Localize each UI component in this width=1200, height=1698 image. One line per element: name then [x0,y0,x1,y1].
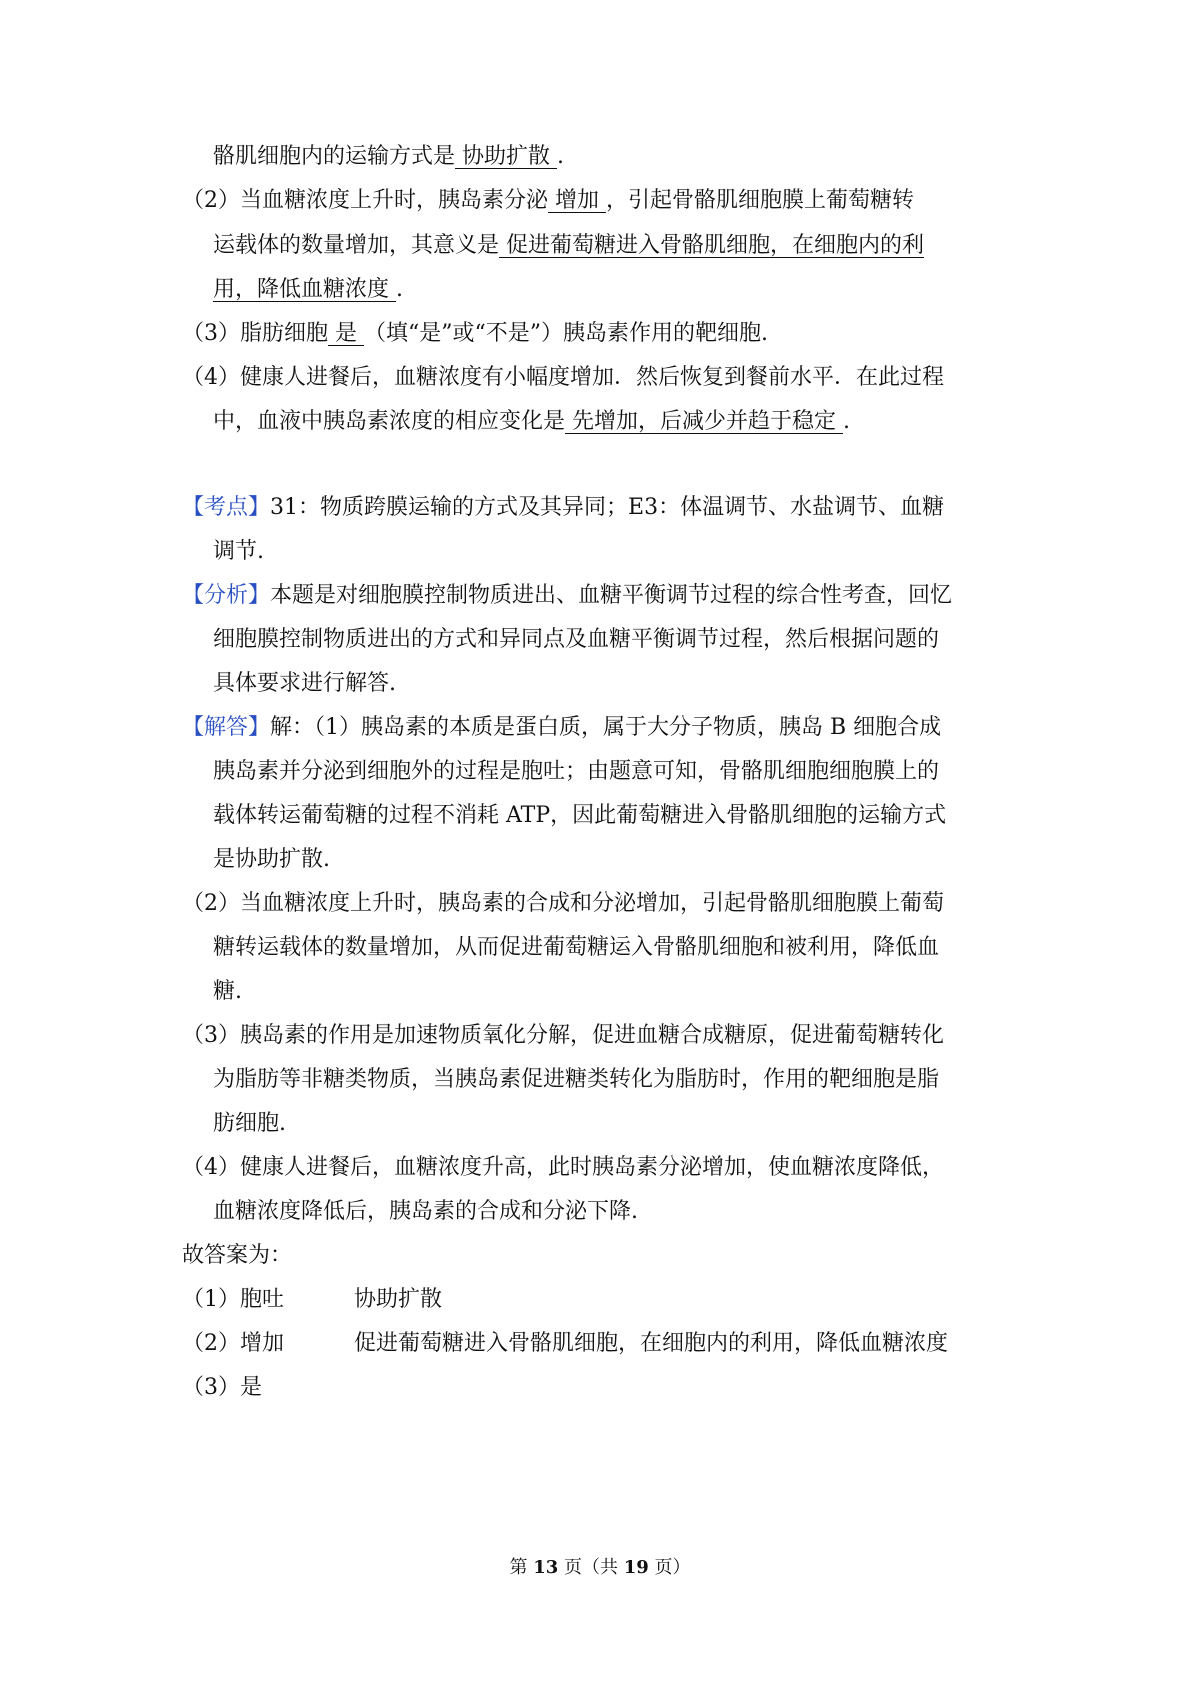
q1-text: 骼肌细胞内的运输方式是 [213,144,456,169]
jieda-p2-text: （2）当血糖浓度上升时，胰岛素的合成和分泌增加，引起骨骼肌细胞膜上葡萄 [182,891,944,916]
q2-line-3 [213,275,403,305]
jieda-p2-text-2: 糖转运载体的数量增加，从而促进葡萄糖运入骨骼肌细胞和被利用，降低血 [213,935,940,960]
q3-answer-blank: 是 [328,321,364,346]
fenxi-text-2: 细胞膜控制物质进出的方式和异同点及血糖平衡调节过程，然后根据问题的 [213,627,940,652]
fenxi-text-3: 具体要求进行解答. [213,671,396,696]
q1-tail-line [213,142,564,172]
jieda-p3-text-2: 为脂肪等非糖类物质，当胰岛素促进糖类转化为脂肪时，作用的靶细胞是脂 [213,1067,940,1092]
kaodian-line-1 [182,493,944,523]
answer-1-value: 协助扩散 [354,1287,443,1312]
answer-intro-text: 故答案为： [182,1243,293,1268]
jieda-text: 解：（1）胰岛素的本质是蛋白质，属于大分子物质，胰岛 B 细胞合成 [270,715,942,740]
jieda-tag: 【解答】 [182,715,271,740]
jieda-p4-text: （4）健康人进餐后，血糖浓度升高，此时胰岛素分泌增加，使血糖浓度降低， [182,1155,944,1180]
answer-3 [182,1373,262,1403]
jieda-line-1 [182,713,941,743]
q2-period: . [396,277,403,302]
q3-text-cont: （填“是”或“不是”）胰岛素作用的靶细胞. [364,321,768,346]
page-footer [0,1556,1200,1580]
q2-answer-blank-1: 增加 [548,188,606,213]
fenxi-tag: 【分析】 [182,583,271,608]
q1-period: . [557,144,565,169]
answer-3-label: （3）是 [182,1375,262,1400]
fenxi-text: 本题是对细胞膜控制物质进出、血糖平衡调节过程的综合性考查，回忆 [270,583,953,608]
q4-text: （4）健康人进餐后，血糖浓度有小幅度增加．然后恢复到餐前水平．在此过程 [182,365,944,390]
q2-line-2 [213,231,924,261]
q4-line-2 [213,407,850,437]
fenxi-line-1 [182,581,952,611]
jieda-p2-line-3 [213,977,242,1007]
jieda-p2-line-1 [182,889,944,919]
q4-line-1 [182,363,944,393]
page-total: 19 [623,1557,649,1578]
q1-answer-blank: 协助扩散 [455,144,558,169]
jieda-line-4 [213,845,330,875]
jieda-text-2: 胰岛素并分泌到细胞外的过程是胞吐；由题意可知，骨骼肌细胞细胞膜上的 [213,759,940,784]
q2-text-cont: ，引起骨骼肌细胞膜上葡萄糖转 [606,188,915,213]
answer-2-value: 促进葡萄糖进入骨骼肌细胞，在细胞内的利用，降低血糖浓度 [354,1331,949,1356]
kaodian-line-2 [213,537,264,567]
answer-1 [182,1285,442,1315]
q2-answer-blank-2: 促进葡萄糖进入骨骼肌细胞，在细胞内的利 [499,233,925,258]
jieda-line-3 [213,801,946,831]
jieda-text-3: 载体转运葡萄糖的过程不消耗 ATP，因此葡萄糖进入骨骼肌细胞的运输方式 [213,803,947,828]
q2-answer-blank-3: 用，降低血糖浓度 [213,277,396,302]
jieda-text-4: 是协助扩散. [213,847,330,872]
jieda-p3-line-2 [213,1065,939,1095]
answer-2 [182,1329,948,1359]
kaodian-text: 31：物质跨膜运输的方式及其异同；E3：体温调节、水盐调节、血糖 [270,495,945,520]
fenxi-line-3 [213,669,396,699]
kaodian-text-2: 调节. [213,539,264,564]
jieda-p3-line-3 [213,1109,286,1139]
answer-intro [182,1241,292,1271]
answer-2-label: （2）增加 [182,1331,284,1356]
jieda-p2-line-2 [213,933,939,963]
footer-mid: 页（共 [558,1557,624,1578]
q2-text: （2）当血糖浓度上升时，胰岛素分泌 [182,188,548,213]
footer-post: 页） [648,1557,691,1578]
jieda-line-2 [213,757,939,787]
q4-answer-blank: 先增加，后减少并趋于稳定 [565,409,844,434]
q4-period: . [843,409,851,434]
q3-text: （3）脂肪细胞 [182,321,328,346]
q4-text-2: 中，血液中胰岛素浓度的相应变化是 [213,409,566,434]
jieda-p3-text: （3）胰岛素的作用是加速物质氧化分解，促进血糖合成糖原，促进葡萄糖转化 [182,1023,944,1048]
answer-1-label: （1）胞吐 [182,1287,284,1312]
jieda-p4-text-2: 血糖浓度降低后，胰岛素的合成和分泌下降. [213,1199,638,1224]
fenxi-line-2 [213,625,939,655]
q2-line-1 [182,186,914,216]
q3-line [182,319,768,349]
jieda-p4-line-1 [182,1153,944,1183]
page-number: 13 [533,1557,559,1578]
jieda-p3-text-3: 肪细胞. [213,1111,286,1136]
jieda-p4-line-2 [213,1197,638,1227]
jieda-p3-line-1 [182,1021,944,1051]
jieda-p2-text-3: 糖. [213,979,242,1004]
footer-pre: 第 [509,1557,534,1578]
kaodian-tag: 【考点】 [182,495,271,520]
q2-text-2: 运载体的数量增加，其意义是 [213,233,500,258]
